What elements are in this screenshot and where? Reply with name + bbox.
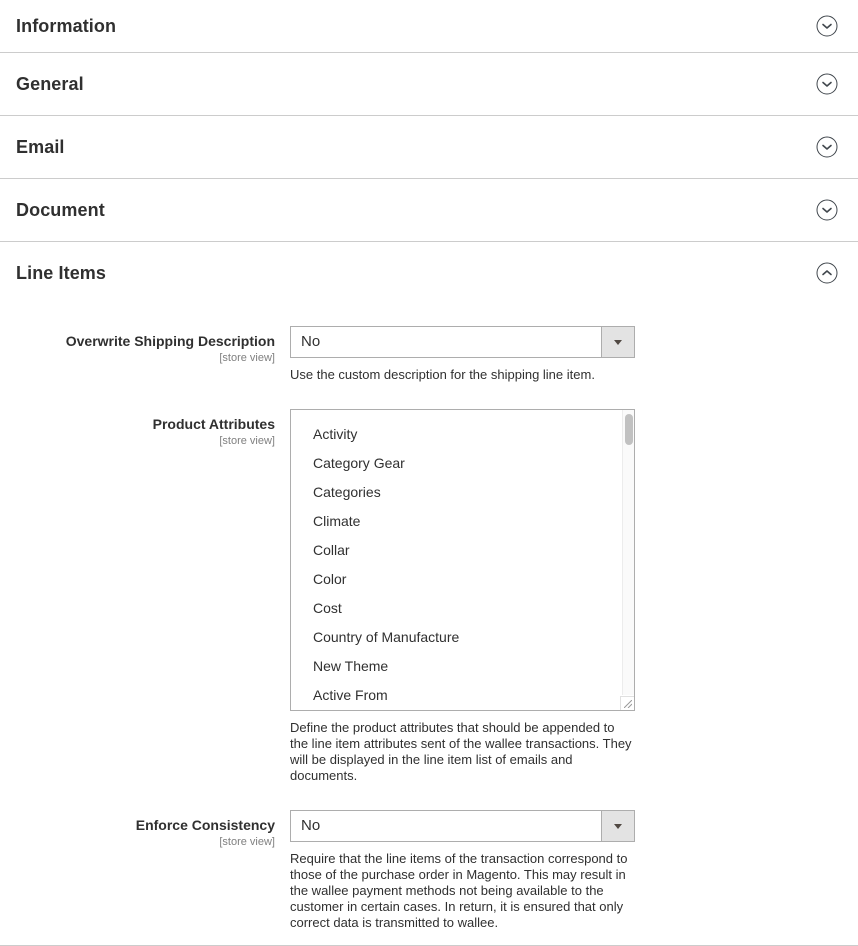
product-attributes-multiselect[interactable]	[290, 409, 635, 711]
field-label: Product Attributes	[152, 416, 275, 432]
dropdown-arrow-icon	[614, 824, 622, 829]
enforce-consistency-select[interactable]	[290, 810, 635, 842]
field-label: Enforce Consistency	[135, 817, 275, 833]
section-information	[0, 0, 858, 53]
field-label-col	[0, 810, 275, 931]
section-header-document[interactable]	[0, 179, 858, 241]
select-value: No	[301, 817, 321, 834]
section-title-email: Email	[16, 136, 65, 157]
section-header-information[interactable]	[0, 0, 858, 52]
field-label: Overwrite Shipping Description	[65, 333, 275, 349]
field-product-attributes	[0, 409, 858, 784]
section-line-items	[0, 242, 858, 946]
multiselect-option-cost[interactable]: Cost	[313, 600, 342, 616]
scrollbar-thumb[interactable]	[625, 414, 633, 445]
multiselect-option-category-gear[interactable]: Category Gear	[313, 455, 405, 471]
field-enforce-consistency	[0, 810, 858, 931]
section-title-line-items: Line Items	[16, 262, 107, 283]
section-title-general: General	[16, 73, 84, 94]
section-document	[0, 179, 858, 242]
multiselect-option-country-of-manufacture[interactable]: Country of Manufacture	[313, 629, 460, 645]
section-header-email[interactable]	[0, 116, 858, 178]
field-scope: [store view]	[219, 435, 275, 447]
field-label-col	[0, 409, 275, 784]
chevron-down-icon[interactable]	[816, 136, 838, 158]
section-title-information: Information	[16, 15, 117, 36]
dropdown-arrow-button[interactable]	[601, 327, 634, 357]
field-note: Use the custom description for the shipping line item.	[290, 367, 595, 382]
select-value: No	[301, 333, 321, 350]
scrollbar-track[interactable]	[622, 410, 634, 695]
line-items-content	[0, 304, 858, 945]
section-title-document: Document	[16, 199, 105, 220]
chevron-down-icon[interactable]	[816, 15, 838, 37]
overwrite-shipping-description-select[interactable]	[290, 326, 635, 358]
section-header-line-items[interactable]	[0, 242, 858, 304]
field-note: Require that the line items of the transaction correspond to those of the purchase order in Magento. This may result in the wallee payment methods not being available to the customer in certain cases. In return, it is ensured that only correct data is transmitted to wallee.	[290, 851, 628, 930]
multiselect-option-active-from[interactable]: Active From	[313, 687, 388, 703]
section-email	[0, 116, 858, 179]
multiselect-option-collar[interactable]: Collar	[313, 542, 350, 558]
resize-handle-icon[interactable]	[620, 696, 634, 710]
multiselect-option-new-theme[interactable]: New Theme	[313, 658, 389, 674]
section-general	[0, 53, 858, 116]
field-note: Define the product attributes that should be appended to the line item attributes sent of the wallee transactions. They will be displayed in the line item list of emails and documents.	[290, 720, 632, 783]
field-value-col	[290, 810, 635, 931]
chevron-up-icon[interactable]	[816, 262, 838, 284]
field-scope: [store view]	[219, 836, 275, 848]
chevron-down-icon[interactable]	[816, 199, 838, 221]
multiselect-option-color[interactable]: Color	[313, 571, 347, 587]
field-overwrite-shipping-description	[0, 326, 858, 383]
chevron-down-icon[interactable]	[816, 73, 838, 95]
field-scope: [store view]	[219, 352, 275, 364]
multiselect-option-climate[interactable]: Climate	[313, 513, 361, 529]
multiselect-option-categories[interactable]: Categories	[313, 484, 381, 500]
field-value-col	[290, 326, 635, 383]
multiselect-option-activity[interactable]: Activity	[313, 426, 358, 442]
section-header-general[interactable]	[0, 53, 858, 115]
dropdown-arrow-button[interactable]	[601, 811, 634, 841]
field-label-col	[0, 326, 275, 383]
dropdown-arrow-icon	[614, 340, 622, 345]
multiselect-options	[291, 410, 634, 710]
field-value-col	[290, 409, 635, 784]
